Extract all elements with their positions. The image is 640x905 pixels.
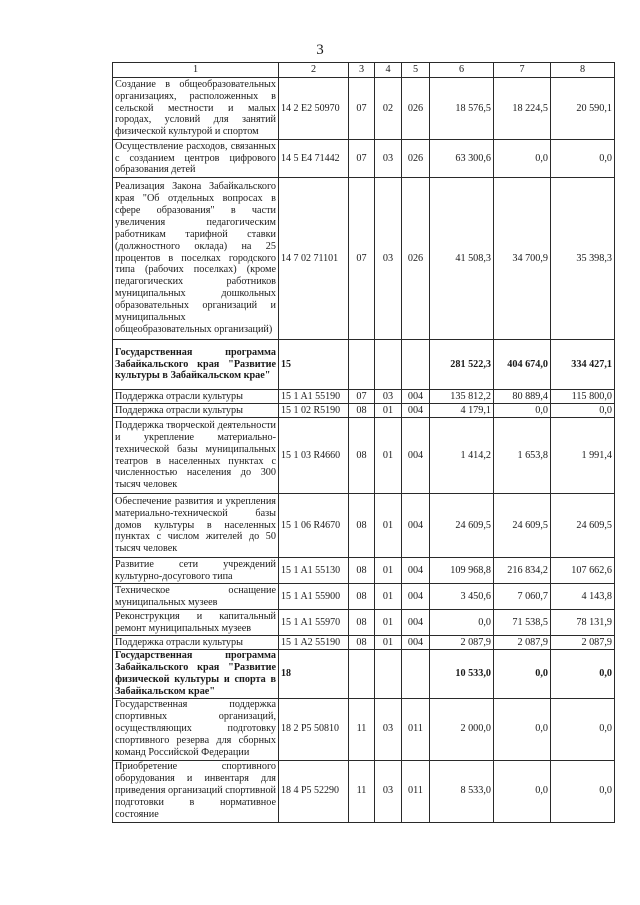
row-value-cell: 0,0 bbox=[494, 140, 551, 178]
row-subsection-cell: 01 bbox=[375, 584, 402, 610]
table-row bbox=[113, 418, 615, 494]
row-value-cell: 7 060,7 bbox=[494, 584, 551, 610]
row-subsection-cell: 03 bbox=[375, 390, 402, 404]
row-value-cell: 80 889,4 bbox=[494, 390, 551, 404]
column-header: 4 bbox=[375, 63, 402, 78]
row-value-cell: 107 662,6 bbox=[551, 558, 615, 584]
row-type-cell bbox=[402, 340, 430, 390]
table-row bbox=[113, 178, 615, 340]
row-type-cell: 004 bbox=[402, 636, 430, 650]
row-name-cell: Приобретение спортивного оборудования и инвентаря для приведения организаций спортивной подготовки в нормативное состояние bbox=[113, 760, 279, 822]
table-row bbox=[113, 610, 615, 636]
row-type-cell: 011 bbox=[402, 760, 430, 822]
row-value-cell: 216 834,2 bbox=[494, 558, 551, 584]
row-type-cell: 026 bbox=[402, 140, 430, 178]
row-section-cell: 08 bbox=[349, 418, 375, 494]
row-type-cell: 011 bbox=[402, 698, 430, 760]
row-name-cell: Создание в общеобразовательных организациях, расположенных в сельской местности и малых городах, условий для занятий физической культурой и спортом bbox=[113, 78, 279, 140]
row-subsection-cell: 01 bbox=[375, 404, 402, 418]
row-section-cell: 11 bbox=[349, 760, 375, 822]
row-value-cell: 24 609,5 bbox=[430, 494, 494, 558]
row-code-cell: 15 1 A1 55970 bbox=[279, 610, 349, 636]
row-name-cell: Поддержка творческой деятельности и укрепление материально-технической базы муниципальных театров в населенных пунктах с численностью населения до 300 тысяч человек bbox=[113, 418, 279, 494]
table-header-row bbox=[113, 63, 615, 78]
table-row bbox=[113, 78, 615, 140]
row-name-cell: Поддержка отрасли культуры bbox=[113, 636, 279, 650]
row-code-cell: 15 1 A1 55900 bbox=[279, 584, 349, 610]
row-subsection-cell: 01 bbox=[375, 636, 402, 650]
row-name-cell: Техническое оснащение муниципальных музеев bbox=[113, 584, 279, 610]
row-name-cell: Государственная программа Забайкальского края "Развитие физической культуры и спорта в Забайкальском крае" bbox=[113, 650, 279, 699]
row-type-cell: 004 bbox=[402, 610, 430, 636]
row-value-cell: 109 968,8 bbox=[430, 558, 494, 584]
row-section-cell: 07 bbox=[349, 178, 375, 340]
row-value-cell: 3 450,6 bbox=[430, 584, 494, 610]
row-code-cell: 15 1 A1 55130 bbox=[279, 558, 349, 584]
row-value-cell: 1 991,4 bbox=[551, 418, 615, 494]
row-value-cell: 1 653,8 bbox=[494, 418, 551, 494]
column-header: 6 bbox=[430, 63, 494, 78]
row-section-cell bbox=[349, 650, 375, 699]
row-subsection-cell: 02 bbox=[375, 78, 402, 140]
row-type-cell: 004 bbox=[402, 558, 430, 584]
row-value-cell: 0,0 bbox=[494, 760, 551, 822]
row-value-cell: 78 131,9 bbox=[551, 610, 615, 636]
row-name-cell: Поддержка отрасли культуры bbox=[113, 404, 279, 418]
row-code-cell: 18 2 P5 50810 bbox=[279, 698, 349, 760]
row-value-cell: 2 087,9 bbox=[551, 636, 615, 650]
row-name-cell: Развитие сети учреждений культурно-досугового типа bbox=[113, 558, 279, 584]
table-row bbox=[113, 698, 615, 760]
row-subsection-cell: 03 bbox=[375, 760, 402, 822]
row-section-cell: 11 bbox=[349, 698, 375, 760]
row-type-cell bbox=[402, 650, 430, 699]
row-subsection-cell: 01 bbox=[375, 558, 402, 584]
row-value-cell: 0,0 bbox=[551, 404, 615, 418]
table-row bbox=[113, 340, 615, 390]
row-value-cell: 20 590,1 bbox=[551, 78, 615, 140]
row-code-cell: 18 4 P5 52290 bbox=[279, 760, 349, 822]
column-header: 5 bbox=[402, 63, 430, 78]
row-section-cell: 08 bbox=[349, 558, 375, 584]
row-section-cell: 07 bbox=[349, 78, 375, 140]
table-row bbox=[113, 558, 615, 584]
row-type-cell: 026 bbox=[402, 178, 430, 340]
row-name-cell: Реконструкция и капитальный ремонт муниципальных музеев bbox=[113, 610, 279, 636]
row-value-cell: 0,0 bbox=[551, 760, 615, 822]
row-value-cell: 34 700,9 bbox=[494, 178, 551, 340]
row-type-cell: 004 bbox=[402, 390, 430, 404]
row-name-cell: Государственная программа Забайкальского края "Развитие культуры в Забайкальском крае" bbox=[113, 340, 279, 390]
row-value-cell: 41 508,3 bbox=[430, 178, 494, 340]
row-value-cell: 71 538,5 bbox=[494, 610, 551, 636]
row-subsection-cell: 03 bbox=[375, 698, 402, 760]
row-name-cell: Поддержка отрасли культуры bbox=[113, 390, 279, 404]
row-code-cell: 15 1 02 R5190 bbox=[279, 404, 349, 418]
row-code-cell: 15 1 A2 55190 bbox=[279, 636, 349, 650]
row-type-cell: 004 bbox=[402, 404, 430, 418]
row-section-cell: 08 bbox=[349, 494, 375, 558]
row-name-cell: Осуществление расходов, связанных с созданием центров цифрового образования детей bbox=[113, 140, 279, 178]
row-value-cell: 2 000,0 bbox=[430, 698, 494, 760]
row-value-cell: 1 414,2 bbox=[430, 418, 494, 494]
row-value-cell: 4 143,8 bbox=[551, 584, 615, 610]
table-row bbox=[113, 390, 615, 404]
row-code-cell: 15 1 03 R4660 bbox=[279, 418, 349, 494]
row-type-cell: 004 bbox=[402, 418, 430, 494]
row-value-cell: 0,0 bbox=[430, 610, 494, 636]
row-code-cell: 15 1 06 R4670 bbox=[279, 494, 349, 558]
row-value-cell: 404 674,0 bbox=[494, 340, 551, 390]
row-value-cell: 281 522,3 bbox=[430, 340, 494, 390]
row-section-cell: 08 bbox=[349, 610, 375, 636]
table-row bbox=[113, 140, 615, 178]
row-name-cell: Реализация Закона Забайкальского края "Об отдельных вопросах в сфере образования" в части увеличения педагогическим работникам тарифной ставки (должностного оклада) на 25 процентов в поселках городского типа (рабочих поселках) (кроме педагогических работников муниципальных дошкольных образовательных организаций и муниципальных общеобразовательных организаций) bbox=[113, 178, 279, 340]
row-code-cell: 14 7 02 71101 bbox=[279, 178, 349, 340]
row-value-cell: 0,0 bbox=[494, 650, 551, 699]
row-subsection-cell bbox=[375, 340, 402, 390]
row-type-cell: 004 bbox=[402, 584, 430, 610]
row-value-cell: 2 087,9 bbox=[430, 636, 494, 650]
table-body bbox=[113, 78, 615, 823]
row-value-cell: 63 300,6 bbox=[430, 140, 494, 178]
row-value-cell: 35 398,3 bbox=[551, 178, 615, 340]
row-subsection-cell: 01 bbox=[375, 494, 402, 558]
row-code-cell: 18 bbox=[279, 650, 349, 699]
row-subsection-cell: 03 bbox=[375, 140, 402, 178]
row-section-cell: 08 bbox=[349, 404, 375, 418]
row-value-cell: 0,0 bbox=[494, 404, 551, 418]
row-name-cell: Государственная поддержка спортивных организаций, осуществляющих подготовку спортивного резерва для сборных команд Российской Федерации bbox=[113, 698, 279, 760]
budget-table bbox=[112, 62, 615, 823]
row-value-cell: 2 087,9 bbox=[494, 636, 551, 650]
row-section-cell: 07 bbox=[349, 390, 375, 404]
table-row bbox=[113, 584, 615, 610]
row-type-cell: 004 bbox=[402, 494, 430, 558]
row-code-cell: 15 1 A1 55190 bbox=[279, 390, 349, 404]
column-header: 7 bbox=[494, 63, 551, 78]
table-row bbox=[113, 650, 615, 699]
row-code-cell: 14 2 E2 50970 bbox=[279, 78, 349, 140]
row-value-cell: 115 800,0 bbox=[551, 390, 615, 404]
row-section-cell bbox=[349, 340, 375, 390]
page-number: 3 bbox=[316, 42, 324, 58]
row-subsection-cell: 03 bbox=[375, 178, 402, 340]
row-code-cell: 14 5 E4 71442 bbox=[279, 140, 349, 178]
row-value-cell: 0,0 bbox=[551, 650, 615, 699]
column-header: 2 bbox=[279, 63, 349, 78]
row-value-cell: 18 224,5 bbox=[494, 78, 551, 140]
row-value-cell: 24 609,5 bbox=[494, 494, 551, 558]
row-value-cell: 0,0 bbox=[551, 698, 615, 760]
row-value-cell: 24 609,5 bbox=[551, 494, 615, 558]
row-section-cell: 08 bbox=[349, 636, 375, 650]
table-row bbox=[113, 494, 615, 558]
table-row bbox=[113, 760, 615, 822]
row-type-cell: 026 bbox=[402, 78, 430, 140]
column-header: 1 bbox=[113, 63, 279, 78]
row-name-cell: Обеспечение развития и укрепления материально-технической базы домов культуры в населенных пунктах с числом жителей до 50 тысяч человек bbox=[113, 494, 279, 558]
row-value-cell: 0,0 bbox=[494, 698, 551, 760]
row-section-cell: 08 bbox=[349, 584, 375, 610]
row-value-cell: 334 427,1 bbox=[551, 340, 615, 390]
row-value-cell: 135 812,2 bbox=[430, 390, 494, 404]
row-subsection-cell: 01 bbox=[375, 610, 402, 636]
table-row bbox=[113, 636, 615, 650]
row-section-cell: 07 bbox=[349, 140, 375, 178]
column-header: 8 bbox=[551, 63, 615, 78]
row-value-cell: 8 533,0 bbox=[430, 760, 494, 822]
table-row bbox=[113, 404, 615, 418]
row-value-cell: 10 533,0 bbox=[430, 650, 494, 699]
row-value-cell: 0,0 bbox=[551, 140, 615, 178]
column-header: 3 bbox=[349, 63, 375, 78]
row-value-cell: 4 179,1 bbox=[430, 404, 494, 418]
row-code-cell: 15 bbox=[279, 340, 349, 390]
row-subsection-cell bbox=[375, 650, 402, 699]
row-subsection-cell: 01 bbox=[375, 418, 402, 494]
row-value-cell: 18 576,5 bbox=[430, 78, 494, 140]
